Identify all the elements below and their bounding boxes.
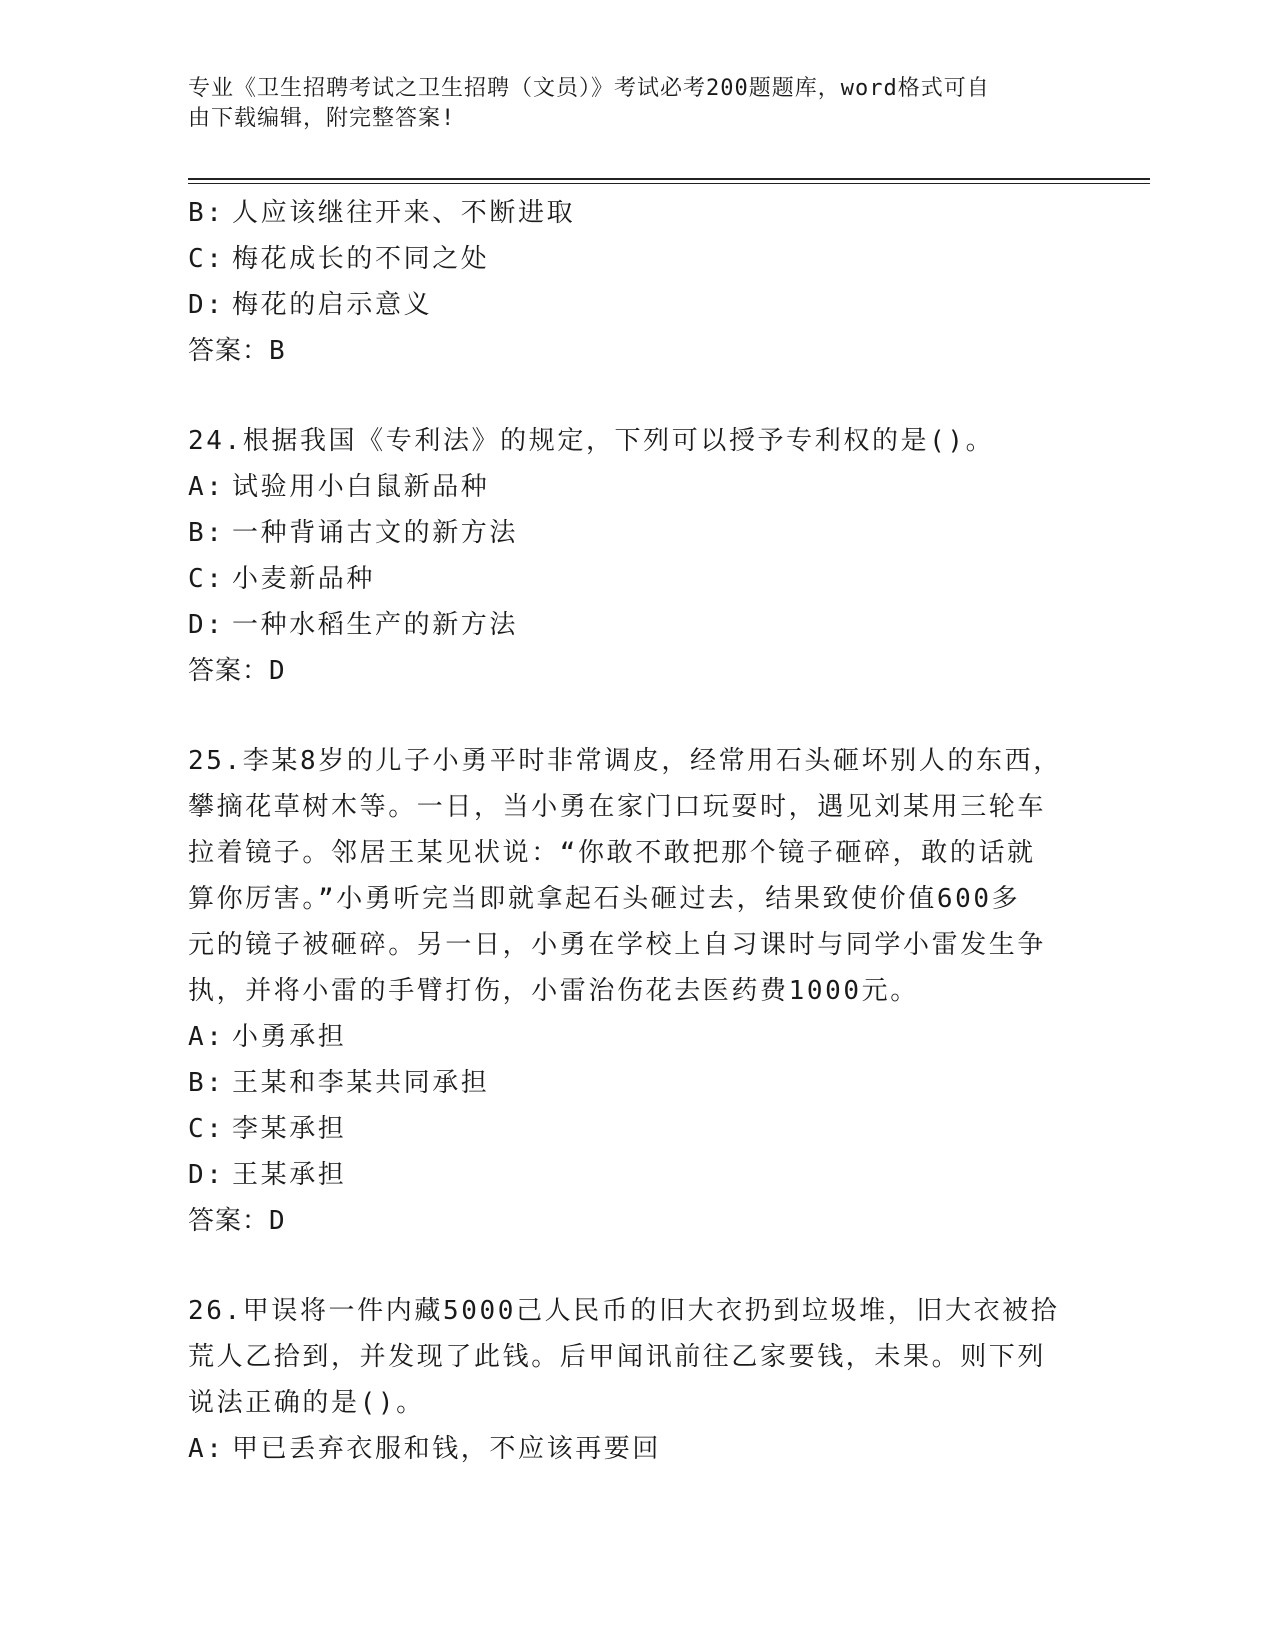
- option-text: 小勇承担: [232, 1022, 347, 1052]
- option-text: 王某和李某共同承担: [232, 1068, 490, 1098]
- document-header: [188, 74, 1068, 134]
- answer-line: [188, 1198, 1068, 1244]
- option-letter: C:: [188, 1114, 225, 1144]
- option-letter: B:: [188, 198, 225, 228]
- option-letter: A:: [188, 1434, 225, 1464]
- question-fragment: [188, 190, 1068, 374]
- option-b: [188, 190, 1068, 236]
- question-stem-line: 26.甲误将一件内藏5000己人民币的旧大衣扔到垃圾堆，旧大衣被拾: [188, 1296, 1060, 1326]
- option-letter: D:: [188, 610, 225, 640]
- question-stem-line: 拉着镜子。邻居王某见状说：“你敢不敢把那个镜子砸碎，敢的话就: [188, 838, 1036, 868]
- option-text: 王某承担: [232, 1160, 347, 1190]
- question-25: [188, 738, 1068, 1244]
- answer-value: D: [269, 656, 288, 686]
- question-stem-line: 执，并将小雷的手臂打伤，小雷治伤花去医药费1000元。: [188, 976, 919, 1006]
- option-d: [188, 602, 1068, 648]
- question-24: [188, 418, 1068, 694]
- header-line-1: 专业《卫生招聘考试之卫生招聘（文员）》考试必考200题题库，word格式可自: [188, 76, 990, 101]
- answer-line: [188, 648, 1068, 694]
- option-d: [188, 282, 1068, 328]
- option-text: 李某承担: [232, 1114, 347, 1144]
- option-letter: A:: [188, 472, 225, 502]
- option-a: [188, 464, 1068, 510]
- header-rule-thick: [188, 178, 1150, 180]
- answer-label: 答案：: [188, 1206, 270, 1236]
- question-stem-line: 攀摘花草树木等。一日，当小勇在家门口玩耍时，遇见刘某用三轮车: [188, 792, 1047, 822]
- option-c: [188, 1106, 1068, 1152]
- option-text: 梅花成长的不同之处: [232, 244, 490, 274]
- option-letter: B:: [188, 1068, 225, 1098]
- option-text: 小麦新品种: [232, 564, 376, 594]
- option-letter: A:: [188, 1022, 225, 1052]
- option-text: 试验用小白鼠新品种: [232, 472, 490, 502]
- option-text: 一种水稻生产的新方法: [232, 610, 519, 640]
- option-letter: B:: [188, 518, 225, 548]
- option-b: [188, 510, 1068, 556]
- option-letter: C:: [188, 244, 225, 274]
- answer-label: 答案：: [188, 336, 270, 366]
- answer-value: B: [269, 336, 288, 366]
- option-b: [188, 1060, 1068, 1106]
- option-letter: D:: [188, 1160, 225, 1190]
- question-stem-line: 说法正确的是()。: [188, 1388, 425, 1418]
- option-c: [188, 236, 1068, 282]
- option-a: [188, 1014, 1068, 1060]
- header-line-2: 由下载编辑，附完整答案!: [188, 106, 456, 131]
- option-text: 一种背诵古文的新方法: [232, 518, 519, 548]
- option-text: 梅花的启示意义: [232, 290, 433, 320]
- question-stem-line: 25.李某8岁的儿子小勇平时非常调皮，经常用石头砸坏别人的东西，: [188, 746, 1062, 776]
- question-stem-line: 荒人乙拾到，并发现了此钱。后甲闻讯前往乙家要钱，未果。则下列: [188, 1342, 1047, 1372]
- question-stem-line: 算你厉害。”小勇听完当即就拿起石头砸过去，结果致使价值600多: [188, 884, 1021, 914]
- option-text: 甲已丢弃衣服和钱，不应该再要回: [232, 1434, 662, 1464]
- question-content: [188, 190, 1068, 1472]
- question-26: [188, 1288, 1068, 1472]
- header-rule-thin: [188, 183, 1150, 184]
- answer-value: D: [269, 1206, 288, 1236]
- answer-label: 答案：: [188, 656, 270, 686]
- option-letter: C:: [188, 564, 225, 594]
- option-text: 人应该继往开来、不断进取: [232, 198, 576, 228]
- question-stem: 24.根据我国《专利法》的规定，下列可以授予专利权的是()。: [188, 426, 995, 456]
- option-letter: D:: [188, 290, 225, 320]
- option-c: [188, 556, 1068, 602]
- option-d: [188, 1152, 1068, 1198]
- question-stem-line: 元的镜子被砸碎。另一日，小勇在学校上自习课时与同学小雷发生争: [188, 930, 1047, 960]
- answer-line: [188, 328, 1068, 374]
- option-a: [188, 1426, 1068, 1472]
